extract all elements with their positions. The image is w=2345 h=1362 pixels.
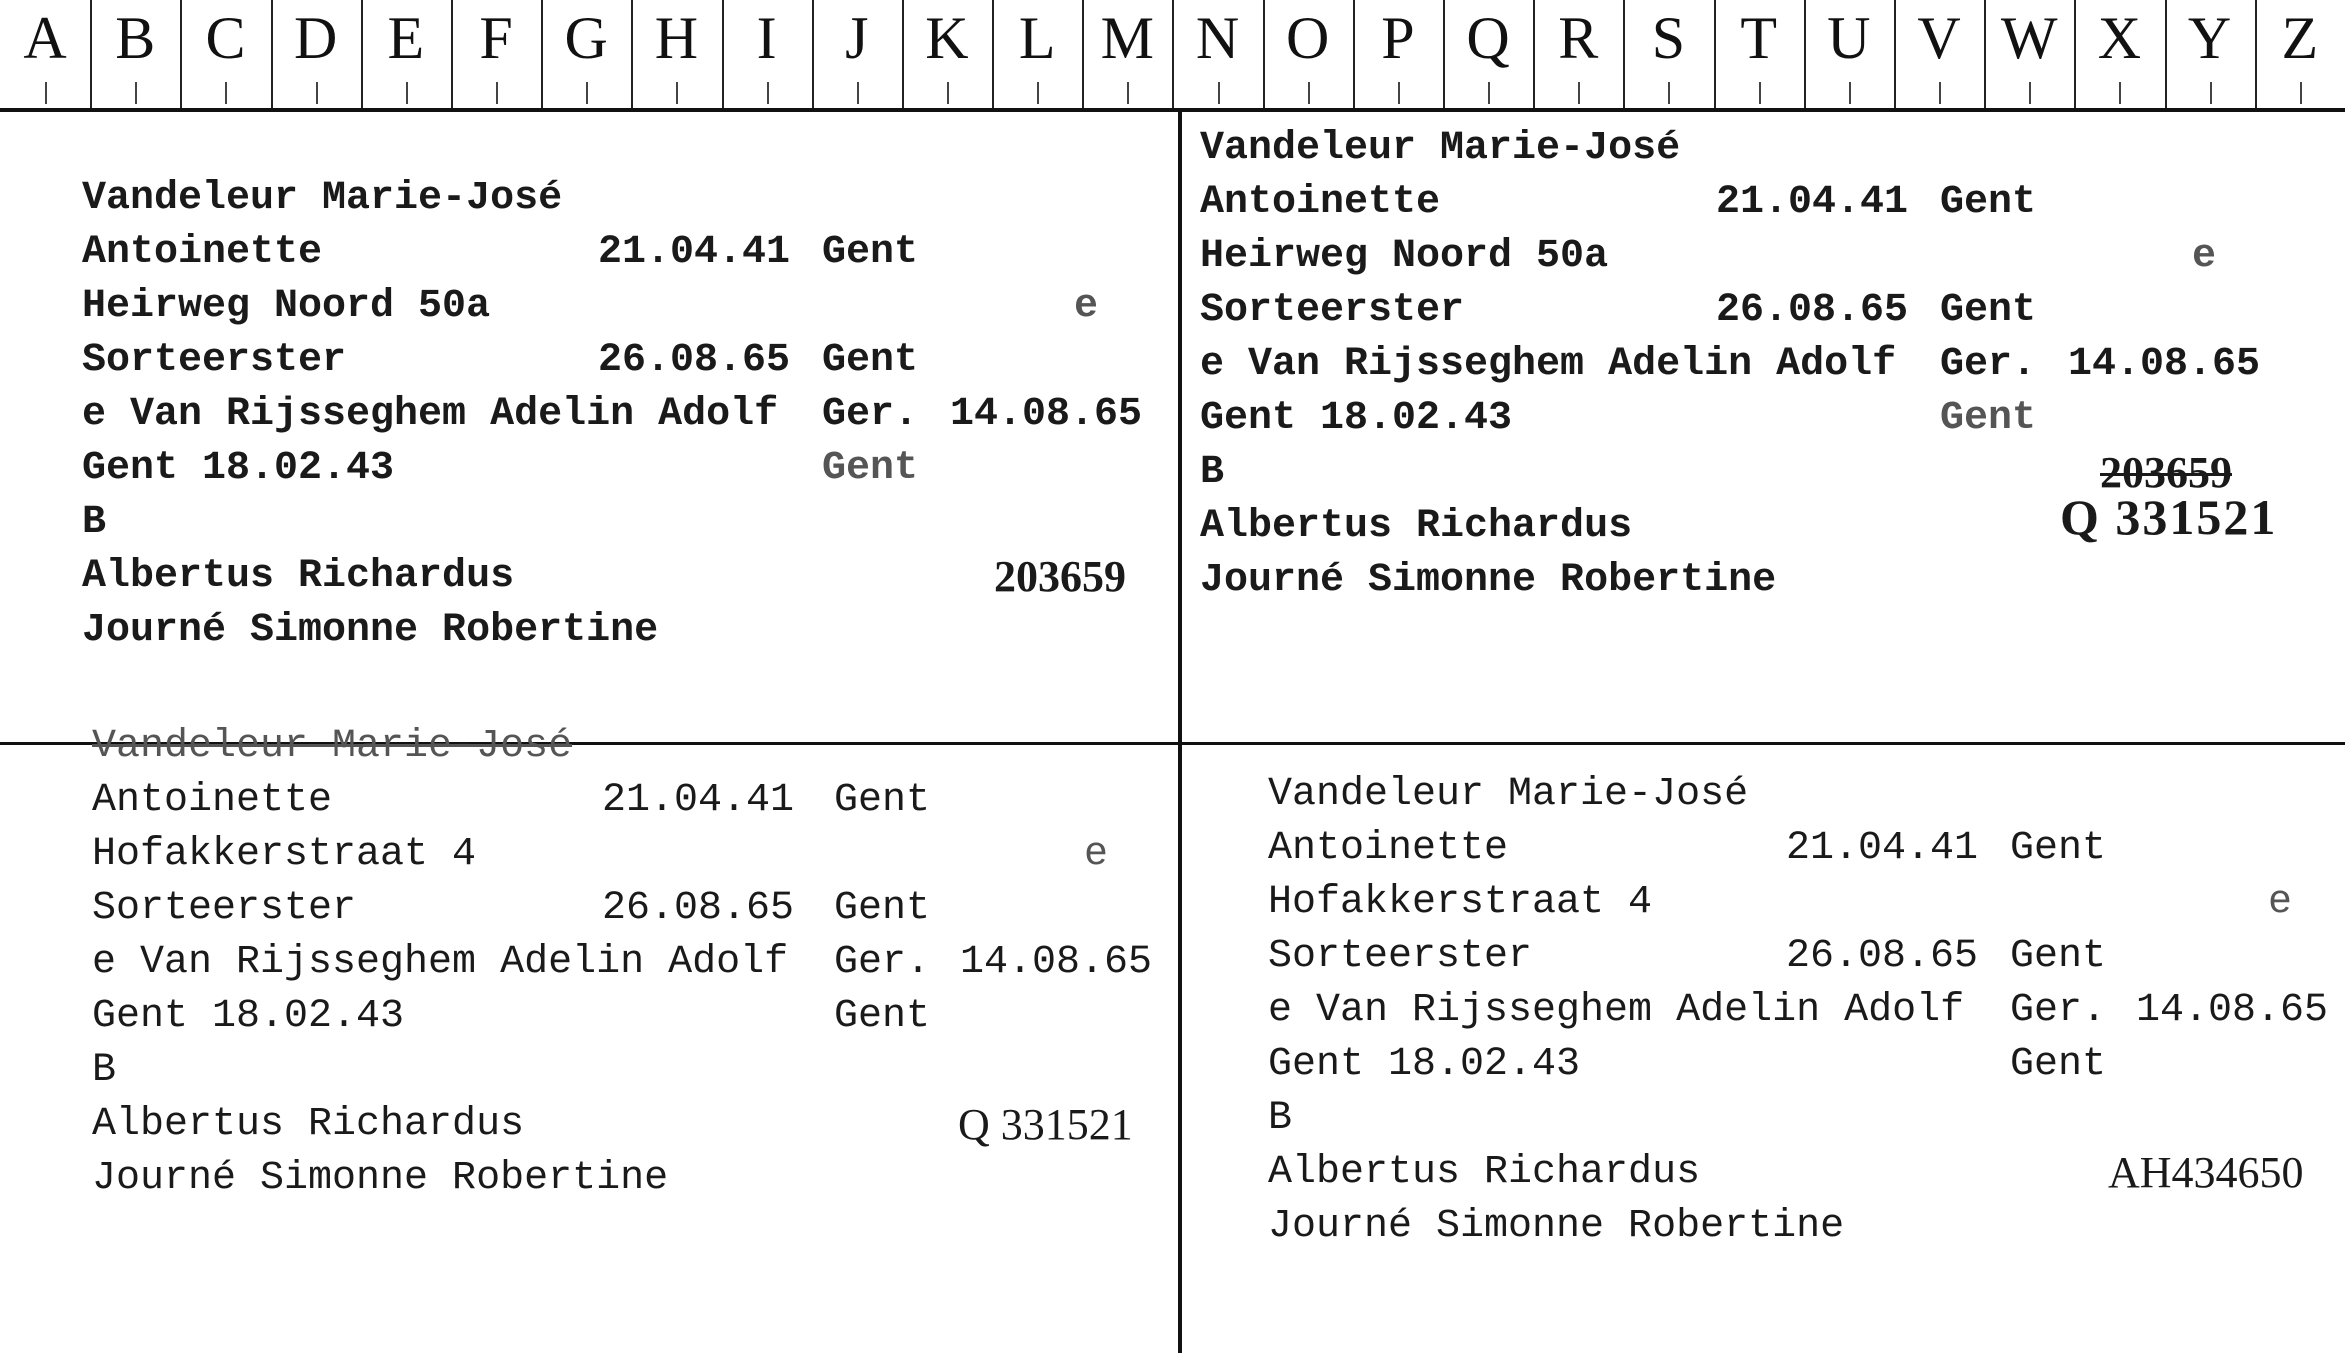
card-name: Vandeleur Marie-José [1268,772,1749,817]
index-card-bottom-right [1268,768,2328,1254]
card-place2: Gent [834,886,931,931]
card-place2: Gent [2010,934,2107,979]
card-ger-label: Ger. [1940,342,2037,387]
card-first-names: Antoinette [1268,826,1509,871]
alphabet-letter: K [902,0,992,108]
alphabet-letter: U [1804,0,1894,108]
card-occupation: Sorteerster [92,886,357,931]
card-occupation: Sorteerster [82,338,347,383]
card-birth-date: 21.04.41 [598,230,791,275]
alphabet-letter: H [631,0,721,108]
alphabet-letter: Z [2255,0,2345,108]
card-spouse-birth: Gent 18.02.43 [82,446,395,491]
card-address: Heirweg Noord 50a [82,284,491,329]
card-ger-date: 14.08.65 [2068,342,2261,387]
card-ger-date: 14.08.65 [950,392,1143,437]
card-spouse: e Van Rijsseghem Adelin Adolf [92,940,789,985]
card-address: Hofakkerstraat 4 [92,832,477,877]
card-reference: AH434650 [2108,1148,2304,1197]
card-first-names: Antoinette [92,778,333,823]
alphabet-letter: W [1984,0,2074,108]
card-first-names: Antoinette [1200,180,1441,225]
card-address: Heirweg Noord 50a [1200,234,1609,279]
alphabet-letter: X [2074,0,2164,108]
card-birth-place: Gent [2010,826,2107,871]
card-name: Vandeleur Marie-José [1200,126,1681,171]
card-divider-vertical [1178,112,1182,1353]
alphabet-letter: R [1533,0,1623,108]
card-marker: e [1074,284,1099,329]
alphabet-letter: G [541,0,631,108]
card-mother: Journé Simonne Robertine [82,608,659,653]
card-spouse: e Van Rijsseghem Adelin Adolf [1200,342,1897,387]
card-mother: Journé Simonne Robertine [1200,558,1777,603]
card-date2: 26.08.65 [598,338,791,383]
card-ger-date: 14.08.65 [960,940,1153,985]
card-date2: 26.08.65 [602,886,795,931]
card-address: Hofakkerstraat 4 [1268,880,1653,925]
card-code: B [92,1048,117,1093]
index-card-top-right [1200,122,2320,608]
card-place2: Gent [1940,288,2037,333]
alphabet-letter: I [722,0,812,108]
alphabet-letter: J [812,0,902,108]
alphabet-letter: E [361,0,451,108]
alphabet-letter: T [1714,0,1804,108]
card-birth-place: Gent [1940,180,2037,225]
alphabet-letter: N [1172,0,1262,108]
card-father: Albertus Richardus [1268,1150,1701,1195]
card-spouse-birth: Gent 18.02.43 [1200,396,1513,441]
card-father: Albertus Richardus [92,1102,525,1147]
card-ger-label: Ger. [822,392,919,437]
alphabet-letter: M [1082,0,1172,108]
card-spouse-birth: Gent 18.02.43 [1268,1042,1581,1087]
card-birth-place: Gent [834,778,931,823]
card-place2: Gent [822,338,919,383]
alphabet-letter: C [180,0,270,108]
alphabet-letter: Y [2165,0,2255,108]
card-marker: e [2192,234,2217,279]
card-father: Albertus Richardus [82,554,515,599]
card-birth-date: 21.04.41 [1786,826,1979,871]
card-date2: 26.08.65 [1716,288,1909,333]
card-reference: Q 331521 [958,1100,1133,1149]
card-occupation: Sorteerster [1268,934,1533,979]
index-card-bottom-left [92,720,1162,1206]
alphabet-letter: F [451,0,541,108]
card-reference: 203659 [994,552,1126,601]
alphabet-letter: O [1263,0,1353,108]
alphabet-letter: D [271,0,361,108]
card-spouse-birth: Gent 18.02.43 [92,994,405,1039]
card-spouse: e Van Rijsseghem Adelin Adolf [1268,988,1965,1033]
card-ger-label: Ger. [834,940,931,985]
card-ger-place: Gent [834,994,931,1039]
card-mother: Journé Simonne Robertine [92,1156,669,1201]
card-reference-old: 203659 [2100,448,2232,497]
card-occupation: Sorteerster [1200,288,1465,333]
alphabet-letter: P [1353,0,1443,108]
card-birth-place: Gent [822,230,919,275]
card-date2: 26.08.65 [1786,934,1979,979]
card-ger-place: Gent [1940,396,2037,441]
alphabet-index-bar [0,0,2345,112]
card-reference: Q 331521 [2060,489,2278,545]
card-ger-label: Ger. [2010,988,2107,1033]
alphabet-letter: B [90,0,180,108]
card-code: B [1200,450,1225,495]
alphabet-letter: A [0,0,90,108]
card-ger-place: Gent [822,446,919,491]
card-ger-date: 14.08.65 [2136,988,2329,1033]
card-name: Vandeleur Marie-José [82,176,563,221]
card-mother: Journé Simonne Robertine [1268,1204,1845,1249]
card-birth-date: 21.04.41 [602,778,795,823]
card-marker: e [1084,832,1109,877]
card-marker: e [2268,880,2293,925]
alphabet-letter: Q [1443,0,1533,108]
card-first-names: Antoinette [82,230,323,275]
card-ger-place: Gent [2010,1042,2107,1087]
alphabet-letter: L [992,0,1082,108]
card-code: B [1268,1096,1293,1141]
card-birth-date: 21.04.41 [1716,180,1909,225]
card-name: Vandeleur Marie-José [92,724,573,769]
alphabet-letter: S [1623,0,1713,108]
card-code: B [82,500,107,545]
alphabet-letter: V [1894,0,1984,108]
card-spouse: e Van Rijsseghem Adelin Adolf [82,392,779,437]
index-card-top-left [82,172,1152,658]
card-father: Albertus Richardus [1200,504,1633,549]
